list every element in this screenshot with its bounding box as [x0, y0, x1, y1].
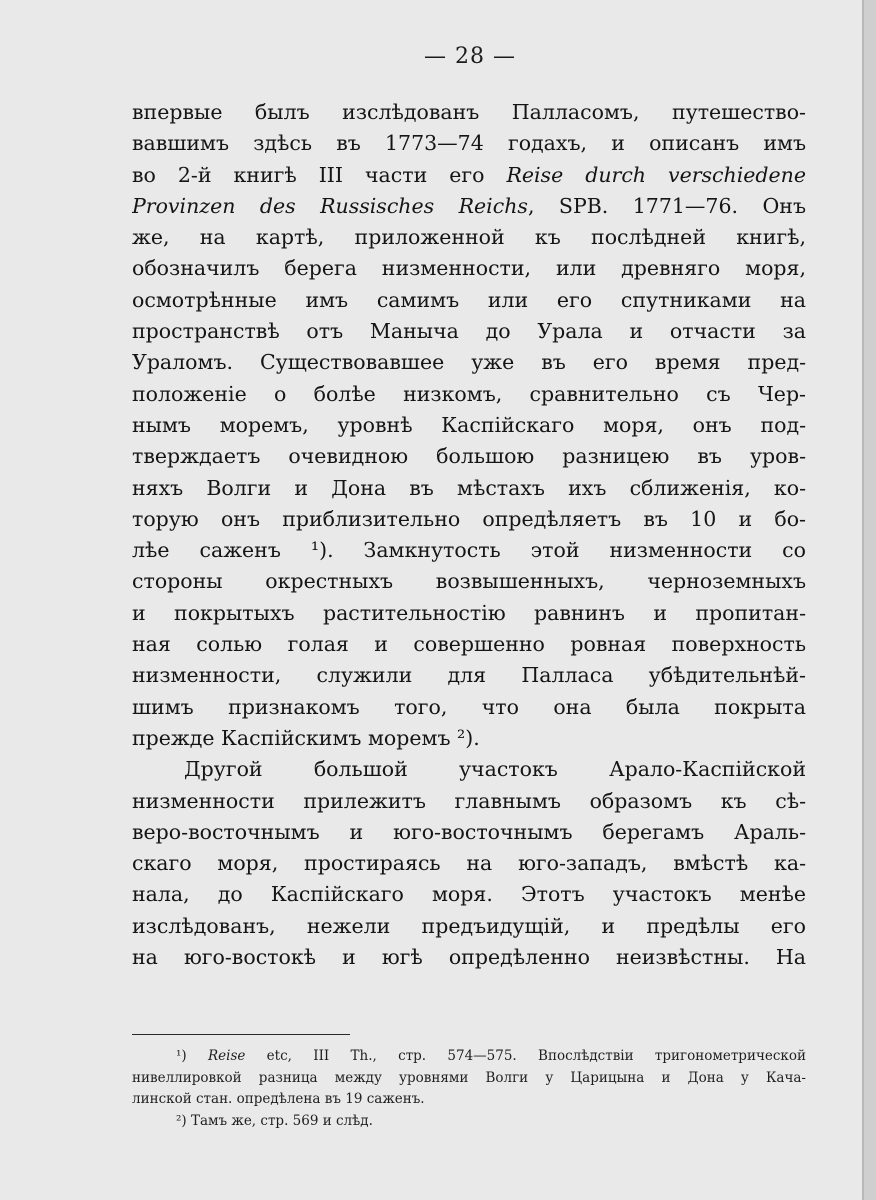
- text-line: нымъ моремъ, уровнѣ Каспійскаго моря, онъ под-: [132, 412, 806, 437]
- italic-title: Provinzen des Russisches Reichs: [132, 193, 528, 218]
- page-number: — 28 —: [424, 44, 516, 69]
- text-line: пространствѣ отъ Манычa до Урала и отчасти за: [132, 319, 806, 344]
- italic-title: Reise durch verschiedene: [506, 162, 806, 187]
- text-line: положеніе о болѣе низкомъ, сравнительно съ Чер-: [132, 381, 806, 406]
- footnote-line: ²) Тамъ же, стр. 569 и слѣд.: [176, 1112, 373, 1129]
- text-line: тверждаетъ очевидною большою разницею въ уров-: [132, 444, 806, 469]
- footnotes: [132, 1046, 806, 1132]
- text-line: вавшимъ здѣсь въ 1773—74 годахъ, и описанъ имъ: [132, 131, 806, 156]
- text-line: лѣе саженъ ¹). Замкнутость этой низменности со: [132, 538, 806, 563]
- text-line: Ураломъ. Существовавшее уже въ его время пред-: [132, 350, 806, 375]
- text-line: и покрытыхъ растительностію равнинъ и пропитан-: [132, 600, 806, 625]
- text-line: ная солью голая и совершенно ровная поверхность: [132, 632, 806, 657]
- footnote-line: [132, 1046, 806, 1068]
- text-line: на юго-востокѣ и югѣ опредѣленно неизвѣстны. На: [132, 945, 806, 970]
- footnote-line: линской стан. опредѣлена въ 19 саженъ.: [132, 1091, 425, 1107]
- text-line: осмотрѣнные имъ самимъ или его спутниками на: [132, 287, 806, 312]
- text-line: изслѣдованъ, нежели предъидущій, и предѣлы его: [132, 913, 806, 938]
- text-segment: , SPB. 1771—76. Онъ: [527, 193, 806, 218]
- text-line: прежде Каспійскимъ моремъ ²).: [132, 725, 480, 750]
- text-segment: во 2-й книгѣ III части его: [132, 162, 485, 187]
- text-line: шимъ признакомъ того, что она была покрыта: [132, 694, 806, 719]
- footnote-line: нивеллировкой разница между уровнями Волги у Царицына и Дона у Кача-: [132, 1069, 806, 1086]
- text-segment: etc, III Th., стр. 574—575. Впослѣдствіи тригонометрической: [245, 1048, 806, 1064]
- text-line: Другой большой участокъ Арало-Каспійской: [184, 757, 806, 782]
- text-line: впервые былъ изслѣдованъ Палласомъ, путешество-: [132, 100, 806, 124]
- main-text: [132, 97, 806, 973]
- text-line: стороны окрестныхъ возвышенныхъ, черноземныхъ: [132, 569, 806, 594]
- italic-title: Reise: [207, 1048, 246, 1064]
- text-line: няхъ Волги и Дона въ мѣстахъ ихъ сближенія, ко-: [132, 475, 806, 500]
- text-line: же, на картѣ, приложенной къ послѣдней книгѣ,: [132, 225, 806, 250]
- text-line: скаго моря, простираясь на юго-западъ, вмѣстѣ ка-: [132, 851, 806, 876]
- text-line: [132, 160, 806, 191]
- text-segment: ¹): [176, 1048, 208, 1064]
- footnote-divider: [132, 1034, 350, 1035]
- text-line: низменности, служили для Палласа убѣдительнѣй-: [132, 663, 806, 688]
- text-line: низменности прилежитъ главнымъ образомъ къ сѣ-: [132, 788, 806, 813]
- text-line: [132, 191, 806, 222]
- page-edge: [864, 0, 876, 1200]
- text-line: веро-восточнымъ и юго-восточнымъ берегамъ Араль-: [132, 819, 806, 844]
- text-line: нала, до Каспійскаго моря. Этотъ участокъ менѣе: [132, 882, 806, 907]
- text-line: обозначилъ берега низменности, или древняго моря,: [132, 256, 806, 281]
- text-line: торую онъ приблизительно опредѣляетъ въ 10 и бо-: [132, 506, 806, 531]
